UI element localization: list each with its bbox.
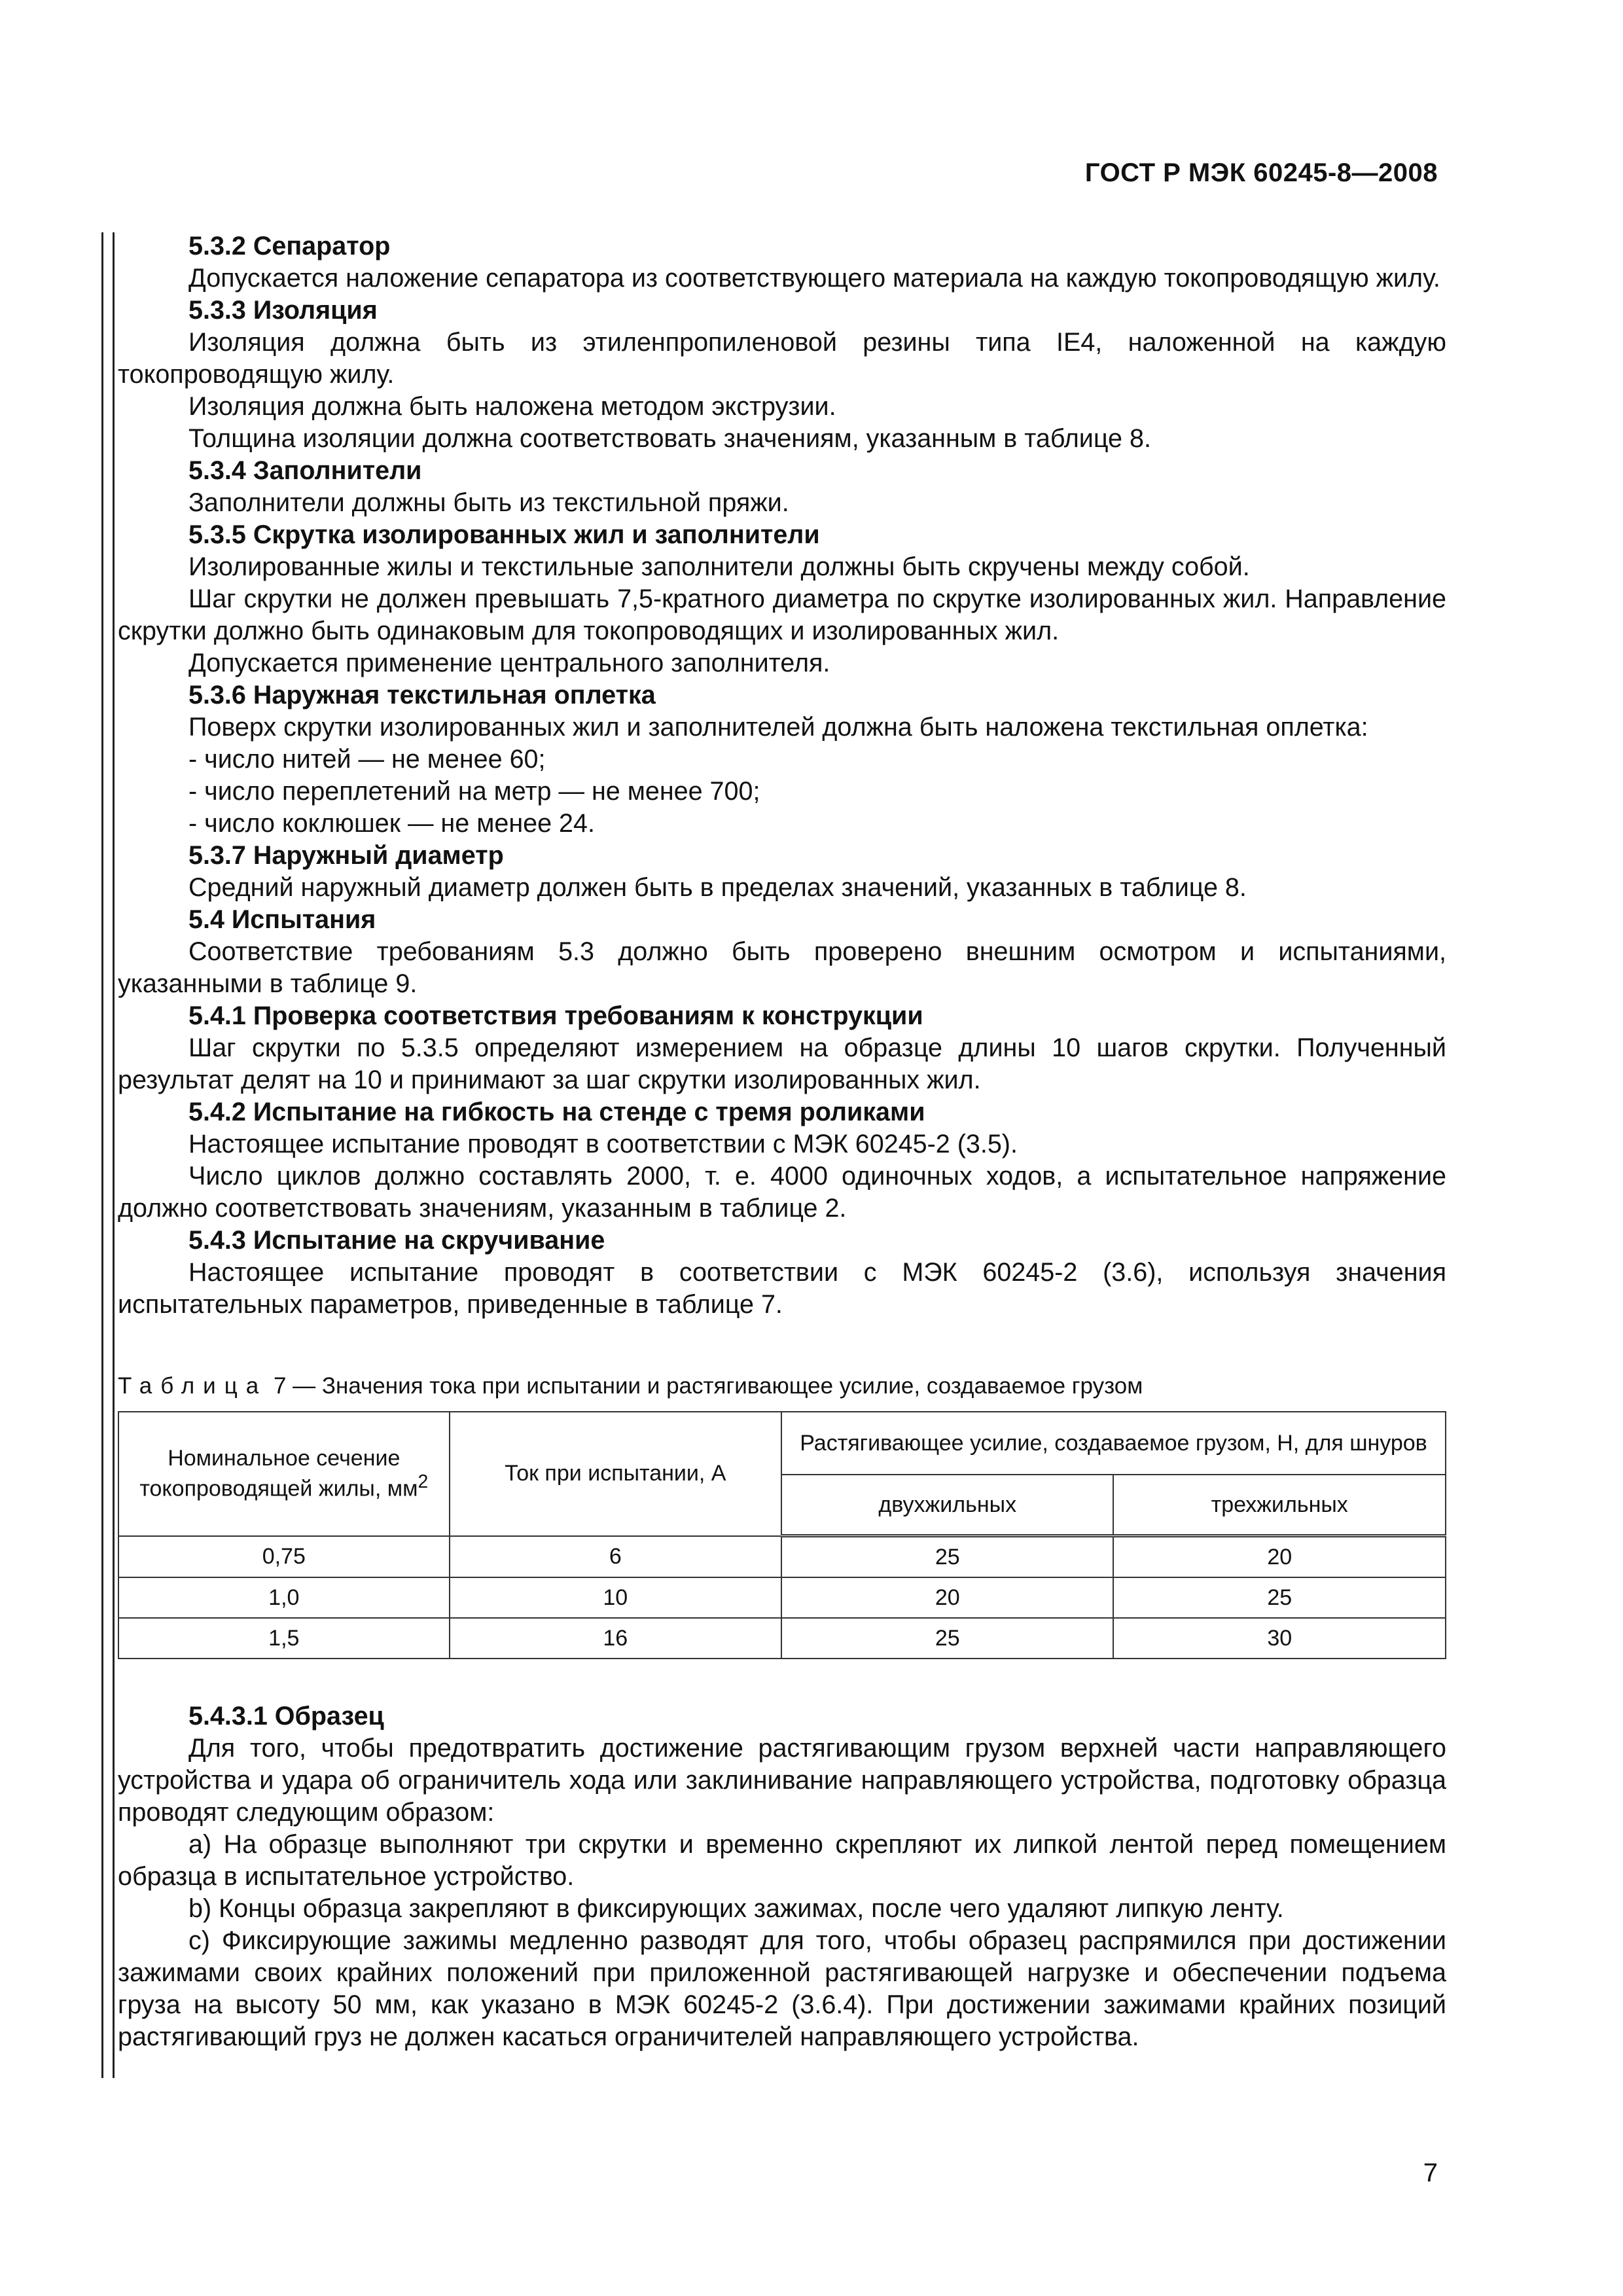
table-cell: 30 — [1113, 1618, 1446, 1659]
paragraph: Заполнители должны быть из текстильной пряжи. — [188, 488, 789, 517]
paragraph: Настоящее испытание проводят в соответствии с МЭК 60245-2 (3.5). — [188, 1130, 1018, 1158]
paragraph: Соответствие требованиям 5.3 должно быть проверено внешним осмотром и испытаниями, указанными в таблице 9. — [118, 937, 1446, 998]
table-cell: 0,75 — [118, 1536, 450, 1578]
table-cell: 20 — [1113, 1536, 1446, 1578]
table-cell: 25 — [781, 1536, 1113, 1578]
paragraph: Изоляция должна быть наложена методом экструзии. — [188, 392, 836, 421]
paragraph: Допускается наложение сепаратора из соответствующего материала на каждую токопроводящую жилу. — [188, 264, 1440, 293]
section-heading: 5.3.5 Скрутка изолированных жил и заполнители — [188, 520, 820, 549]
column-header-cross-section — [118, 1412, 450, 1536]
paragraph: а) На образце выполняют три скрутки и временно скрепляют их липкой лентой перед помещением образца в испытательное устройство. — [118, 1830, 1446, 1891]
list-item: - число нитей — не менее 60; — [188, 745, 546, 774]
section-heading: 5.3.4 Заполнители — [188, 456, 422, 485]
table-row — [118, 1577, 1446, 1618]
change-bar — [101, 232, 115, 2078]
column-header-three-core: трехжильных — [1113, 1475, 1446, 1536]
paragraph: Средний наружный диаметр должен быть в пределах значений, указанных в таблице 8. — [188, 873, 1247, 902]
paragraph: Шаг скрутки не должен превышать 7,5-кратного диаметра по скрутке изолированных жил. Направление скрутки должно быть одинаковым для токопроводящих и изолированных жил. — [118, 584, 1446, 645]
paragraph: Настоящее испытание проводят в соответствии с МЭК 60245-2 (3.6), используя значения испытательных параметров, приведенные в таблице 7. — [118, 1258, 1446, 1319]
list-item: - число переплетений на метр — не менее 700; — [188, 777, 760, 806]
main-text-top — [118, 230, 1446, 1321]
superscript: 2 — [418, 1471, 429, 1493]
column-header-current: Ток при испытании, А — [450, 1412, 781, 1536]
table-cell: 6 — [450, 1536, 781, 1578]
table-cell: 20 — [781, 1577, 1113, 1618]
data-table — [118, 1411, 1446, 1659]
section-heading: 5.4.2 Испытание на гибкость на стенде с тремя роликами — [188, 1098, 925, 1126]
table-row — [118, 1618, 1446, 1659]
column-group-header-tension: Растягивающее усилие, создаваемое грузом, Н, для шнуров — [781, 1412, 1446, 1475]
column-header-two-core: двухжильных — [781, 1475, 1113, 1536]
paragraph: Допускается применение центрального заполнителя. — [188, 649, 830, 677]
paragraph: Толщина изоляции должна соответствовать значениям, указанным в таблице 8. — [188, 424, 1151, 453]
paragraph: Изоляция должна быть из этиленпропиленовой резины типа IE4, наложенной на каждую токопроводящую жилу. — [118, 328, 1446, 389]
paragraph: b) Концы образца закрепляют в фиксирующих зажимах, после чего удаляют липкую ленту. — [188, 1894, 1284, 1923]
table-caption — [118, 1373, 1446, 1399]
paragraph: с) Фиксирующие зажимы медленно разводят для того, чтобы образец распрямился при достижении зажимами своих крайних положений при приложенной растягивающей нагрузке и обеспечении подъема груза на высоту 50 мм, как указано в МЭК 60245-2 (3.6.4). При достижении зажимами крайних позиций растягивающий груз не должен касаться ограничителей направляющего устройства. — [118, 1926, 1446, 2051]
paragraph: Шаг скрутки по 5.3.5 определяют измерением на образце длины 10 шагов скрутки. Полученный результат делят на 10 и принимают за шаг скрутки изолированных жил. — [118, 1033, 1446, 1094]
table-caption-text: — Значения тока при испытании и растягивающее усилие, создаваемое грузом — [286, 1373, 1143, 1399]
paragraph: Поверх скрутки изолированных жил и заполнителей должна быть наложена текстильная оплетка: — [188, 713, 1368, 742]
table-cell: 16 — [450, 1618, 781, 1659]
section-heading: 5.3.6 Наружная текстильная оплетка — [188, 681, 656, 709]
paragraph: Для того, чтобы предотвратить достижение растягивающим грузом верхней части направляющего устройства и удара об ограничитель хода или заклинивание направляющего устройства, подготовку образца проводят следующим образом: — [118, 1734, 1446, 1827]
page-number: 7 — [1423, 2159, 1438, 2187]
table-cell: 1,0 — [118, 1577, 450, 1618]
document-header: ГОСТ Р МЭК 60245-8—2008 — [1084, 158, 1438, 187]
table-cell: 1,5 — [118, 1618, 450, 1659]
section-heading: 5.4 Испытания — [188, 905, 376, 934]
table-cell: 25 — [781, 1618, 1113, 1659]
table-cell: 25 — [1113, 1577, 1446, 1618]
section-heading: 5.4.1 Проверка соответствия требованиям к конструкции — [188, 1001, 923, 1030]
column-header-cross-section-text: Номинальное сечение токопроводящей жилы, мм — [139, 1446, 418, 1501]
section-heading: 5.4.3.1 Образец — [188, 1702, 384, 1731]
table-row — [118, 1536, 1446, 1578]
table-cell: 10 — [450, 1577, 781, 1618]
section-heading: 5.3.3 Изоляция — [188, 296, 378, 325]
list-item: - число коклюшек — не менее 24. — [188, 809, 595, 838]
section-heading: 5.4.3 Испытание на скручивание — [188, 1226, 605, 1255]
section-heading: 5.3.2 Сепаратор — [188, 232, 391, 260]
main-text-bottom — [118, 1700, 1446, 2053]
table-caption-number: 7 — [273, 1373, 287, 1399]
section-heading: 5.3.7 Наружный диаметр — [188, 841, 504, 870]
paragraph: Изолированные жилы и текстильные заполнители должны быть скручены между собой. — [188, 552, 1250, 581]
table-7-block — [118, 1373, 1446, 1659]
table-caption-label: Таблица — [118, 1373, 268, 1399]
paragraph: Число циклов должно составлять 2000, т. е. 4000 одиночных ходов, а испытательное напряжение должно соответствовать значениям, указанным в таблице 2. — [118, 1162, 1446, 1223]
